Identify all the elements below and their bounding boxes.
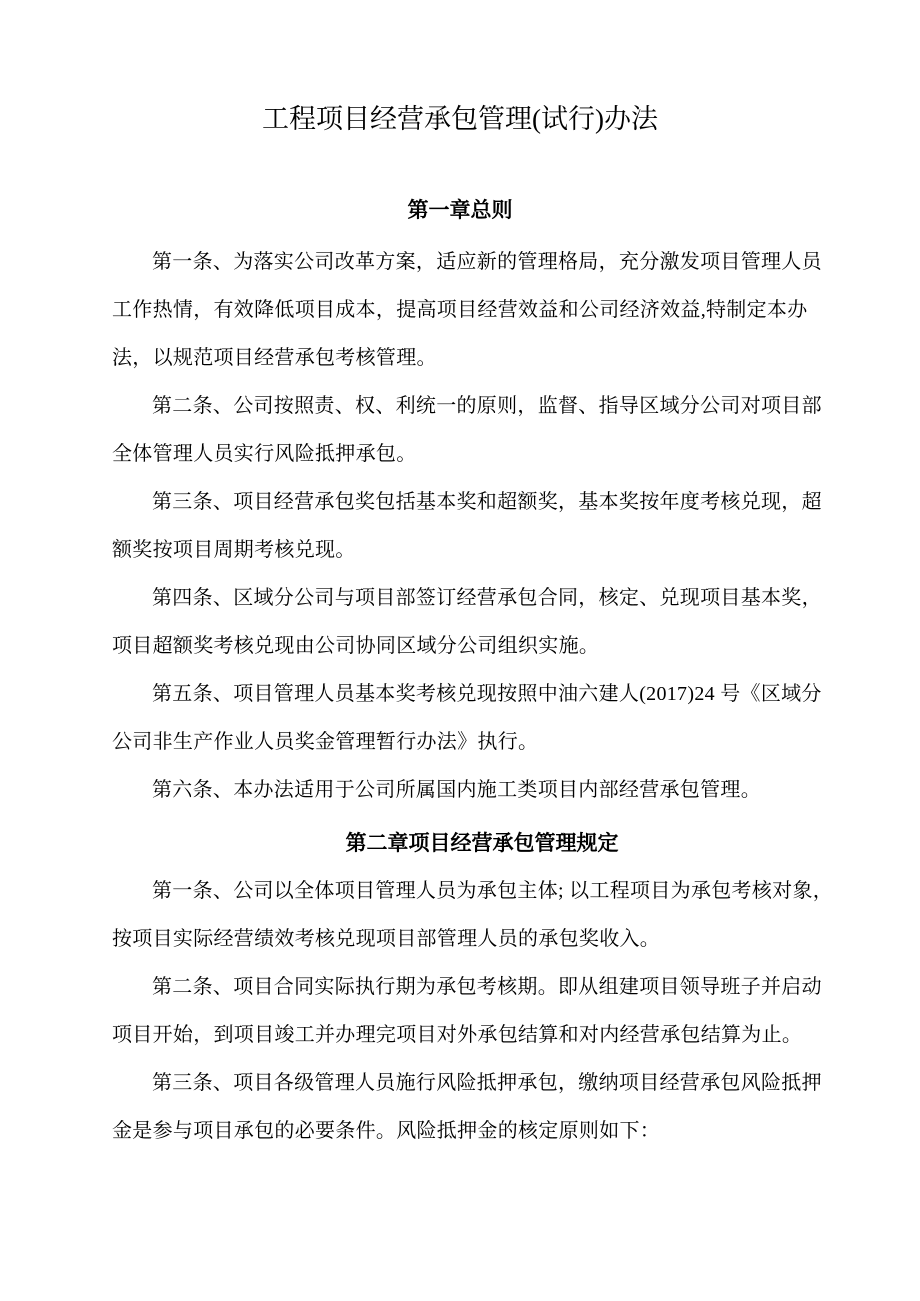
text-line: 第二条、项目合同实际执行期为承包考核期。即从组建项目领导班子并启动: [152, 976, 822, 998]
text-line: 额奖按项目周期考核兑现。: [112, 539, 356, 561]
text-line: 按项目实际经营绩效考核兑现项目部管理人员的承包奖收入。: [112, 928, 661, 950]
text-line: 公司非生产作业人员奖金管理暂行办法》执行。: [112, 731, 539, 753]
text-line: 第三条、项目各级管理人员施行风险抵押承包，缴纳项目经营承包风险抵押: [152, 1072, 822, 1094]
text-line: 第五条、项目管理人员基本奖考核兑现按照中油六建人(2017)24 号《区域分: [152, 683, 822, 705]
text-line: 第二条、公司按照责、权、利统一的原则，监督、指导区域分公司对项目部: [152, 395, 822, 417]
text-line: 法，以规范项目经营承包考核管理。: [112, 347, 437, 369]
text-line: 全体管理人员实行风险抵押承包。: [112, 443, 417, 465]
text-line: 第一条、为落实公司改革方案，适应新的管理格局，充分激发项目管理人员: [152, 251, 822, 273]
text-line: 项目超额奖考核兑现由公司协同区域分公司组织实施。: [112, 635, 600, 657]
text-line: 第一条、公司以全体项目管理人员为承包主体; 以工程项目为承包考核对象，: [152, 880, 834, 902]
paragraph: [112, 867, 852, 963]
chapter-2-heading: 第二章项目经营承包管理规定: [345, 831, 619, 855]
text-line: 金是参与项目承包的必要条件。风险抵押金的核定原则如下：: [112, 1120, 661, 1142]
document-title: 工程项目经营承包管理(试行)办法: [262, 104, 658, 134]
paragraph: [112, 1059, 852, 1155]
paragraph: [112, 670, 852, 766]
paragraph: [112, 478, 852, 574]
text-line: 项目开始，到项目竣工并办理完项目对外承包结算和对内经营承包结算为止。: [112, 1024, 803, 1046]
text-line: 第六条、本办法适用于公司所属国内施工类项目内部经营承包管理。: [152, 779, 761, 801]
paragraph: [112, 382, 852, 478]
paragraph: [112, 766, 852, 814]
paragraph: [112, 963, 852, 1059]
chapter-1-heading: 第一章总则: [407, 198, 513, 222]
document-body: [0, 238, 920, 1155]
text-line: 工作热情，有效降低项目成本，提高项目经营效益和公司经济效益,特制定本办: [112, 299, 808, 321]
text-line: 第四条、区域分公司与项目部签订经营承包合同，核定、兑现项目基本奖，: [152, 587, 822, 609]
text-line: 第三条、项目经营承包奖包括基本奖和超额奖，基本奖按年度考核兑现，超: [152, 491, 822, 513]
paragraph: [112, 238, 852, 382]
paragraph: [112, 574, 852, 670]
